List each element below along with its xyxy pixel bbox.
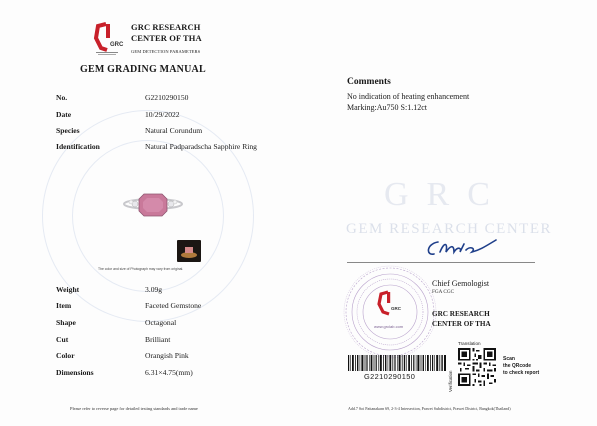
comments-heading: Comments (347, 77, 391, 87)
signature-icon (420, 234, 500, 262)
grc-logo-icon (92, 22, 122, 56)
detail-value: G2210290150 (145, 93, 189, 102)
watermark-center: GEM RESEARCH CENTER (346, 221, 553, 237)
detail-value: Natural Corundum (145, 126, 203, 135)
detail-value: Natural Padparadscha Sapphire Ring (145, 142, 257, 151)
detail-label: Date (56, 110, 72, 119)
seal-org-line-1: GRC RESEARCH (432, 310, 490, 318)
org-sub: GEM DETECTION PARAMETERS (131, 49, 201, 54)
svg-text:GRC: GRC (391, 306, 401, 311)
footer-note: Please refer to reverse page for detailed testing standards and trade name (70, 406, 198, 411)
spec-value: 3.09g (145, 285, 163, 294)
barcode-number: G2210290150 (364, 372, 416, 381)
barcode-icon (348, 355, 446, 371)
comment-line-1: No indication of heating enhancement (347, 92, 470, 101)
spec-value: Orangish Pink (145, 351, 189, 360)
detail-label: Identification (56, 142, 100, 151)
spec-label: Color (56, 351, 75, 360)
svg-text:www.grclab.com: www.grclab.com (374, 324, 404, 329)
watermark-grc: GRC (384, 176, 508, 213)
spec-label: Item (56, 301, 72, 310)
scan-instructions (503, 356, 539, 377)
gem-ring-photo (122, 186, 184, 222)
spec-value: 6.31×4.75(mm) (145, 368, 193, 377)
page-title: GEM GRADING MANUAL (80, 64, 206, 75)
scan-line-1: Scan (503, 356, 515, 362)
footer-address: Add.7 Soi Pattanakarn 69, 2-3-4 Intersection, Prawet Subdistrict, Prawet District, Bangkok(Thailand) (348, 406, 511, 411)
comment-line-2: Marking:Au750 S:1.12ct (347, 103, 427, 112)
org-line-2: CENTER OF THA (131, 33, 202, 43)
detail-label: No. (56, 93, 68, 102)
spec-label: Dimensions (56, 368, 94, 377)
spec-value: Faceted Gemstone (145, 301, 202, 310)
seal-org-line-2: CENTER OF THA (432, 320, 491, 328)
seal-stamp-icon (340, 262, 440, 362)
detail-value: 10/29/2022 (145, 110, 180, 119)
gemologist-credentials: FGA CGC (432, 289, 455, 295)
detail-label: Species (56, 126, 80, 135)
spec-value: Brilliant (145, 335, 171, 344)
svg-text:GRC: GRC (110, 42, 124, 48)
translation-label: Translation (458, 341, 481, 346)
scan-line-3: to check report (503, 370, 540, 376)
spec-label: Cut (56, 335, 69, 344)
verification-label: Verification (448, 370, 453, 392)
gem-thumbnail (177, 240, 201, 262)
header-org (131, 22, 202, 57)
spec-label: Shape (56, 318, 76, 327)
qr-code-icon[interactable] (458, 348, 496, 386)
spec-label: Weight (56, 285, 80, 294)
spec-value: Octagonal (145, 318, 177, 327)
scan-line-2: the QRcode (503, 363, 532, 369)
chief-gemologist: Chief Gemologist (432, 279, 490, 288)
org-line-1: GRC RESEARCH (131, 22, 201, 32)
seal-org (432, 309, 491, 329)
photo-caption: The color and size of Photograph may vary from original. (98, 267, 184, 271)
